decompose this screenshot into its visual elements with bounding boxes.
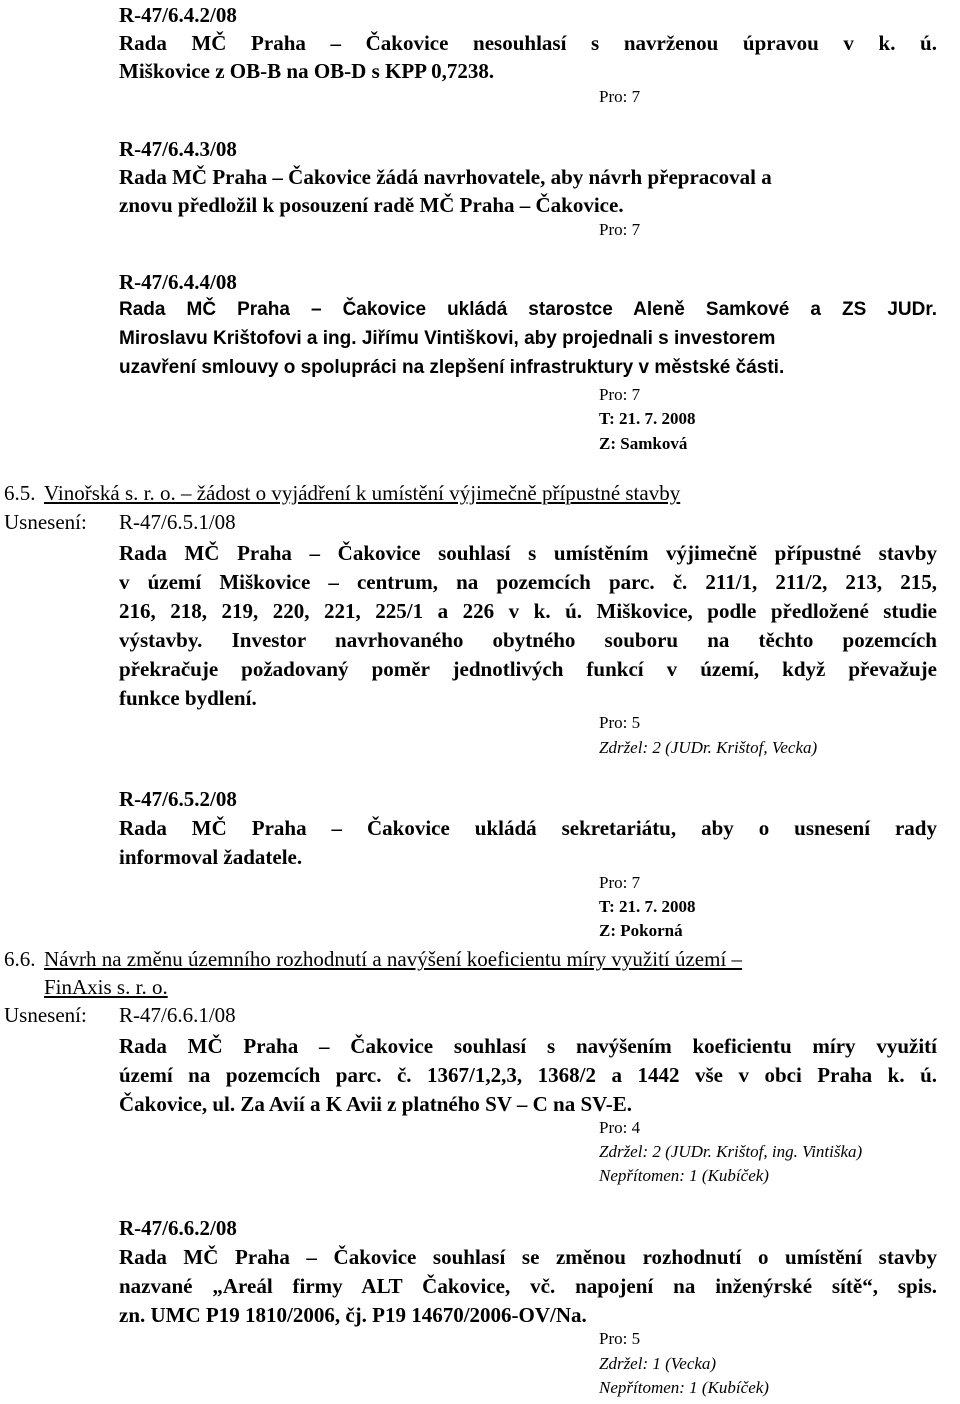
vote-pro: Pro: 5 xyxy=(599,713,641,732)
resolution-text: překračuje požadovaný poměr jednotlivých funkcí v území, když převažuje xyxy=(119,657,937,681)
vote-pro: Pro: 7 xyxy=(599,385,641,404)
section-title: Vinořská s. r. o. – žádost o vyjádření k umístění výjimečně přípustné stavby xyxy=(44,481,681,505)
responsible-person: Z: Pokorná xyxy=(599,921,683,940)
vote-abstain: Zdržel: 2 (JUDr. Krištof, Vecka) xyxy=(599,738,818,757)
resolution-text: v území Miškovice – centrum, na pozemcích parc. č. 211/1, 211/2, 213, 215, xyxy=(119,570,937,594)
vote-abstain: Zdržel: 2 (JUDr. Krištof, ing. Vintiška) xyxy=(599,1142,863,1161)
resolution-id: R-47/6.5.1/08 xyxy=(119,510,236,534)
resolution-text: území na pozemcích parc. č. 1367/1,2,3, 1368/2 a 1442 vše v obci Praha k. ú. xyxy=(119,1063,937,1087)
vote-pro: Pro: 7 xyxy=(599,873,641,892)
resolution-text: Miškovice z OB-B na OB-D s KPP 0,7238. xyxy=(119,59,495,83)
resolution-id: R-47/6.5.2/08 xyxy=(119,787,237,811)
vote-pro: Pro: 7 xyxy=(599,220,641,239)
resolution-text: 216, 218, 219, 220, 221, 225/1 a 226 v k. ú. Miškovice, podle předložené studie xyxy=(119,599,937,623)
resolution-text: informoval žadatele. xyxy=(119,845,303,869)
resolution-id: R-47/6.4.2/08 xyxy=(119,3,237,27)
resolution-text: Rada MČ Praha – Čakovice ukládá sekretariátu, aby o usnesení rady xyxy=(119,816,937,840)
vote-pro: Pro: 7 xyxy=(599,87,641,106)
resolution-text: nazvané „Areál firmy ALT Čakovice, vč. napojení na inženýrské sítě“, spis. xyxy=(119,1274,937,1298)
resolution-text: Miroslavu Krištofovi a ing. Jiřímu Vintiškovi, aby projednali s investorem xyxy=(119,328,776,349)
resolution-text: Rada MČ Praha – Čakovice ukládá starostce Aleně Samkové a ZS JUDr. xyxy=(119,299,937,320)
resolution-id: R-47/6.6.2/08 xyxy=(119,1216,237,1240)
vote-absent: Nepřítomen: 1 (Kubíček) xyxy=(599,1166,769,1185)
usneseni-label: Usnesení: xyxy=(4,1003,87,1027)
vote-pro: Pro: 5 xyxy=(599,1329,641,1348)
resolution-id: R-47/6.6.1/08 xyxy=(119,1003,236,1027)
vote-abstain: Zdržel: 1 (Vecka) xyxy=(599,1354,717,1373)
resolution-text: funkce bydlení. xyxy=(119,686,257,710)
resolution-text: Rada MČ Praha – Čakovice nesouhlasí s navrženou úpravou v k. ú. xyxy=(119,31,937,55)
section-title: FinAxis s. r. o. xyxy=(44,975,168,999)
resolution-text: Rada MČ Praha – Čakovice souhlasí s navýšením koeficientu míry využití xyxy=(119,1034,937,1058)
resolution-text: Rada MČ Praha – Čakovice žádá navrhovatele, aby návrh přepracoval a xyxy=(119,165,772,189)
resolution-text: uzavření smlouvy o spolupráci na zlepšení infrastruktury v městské části. xyxy=(119,357,785,378)
resolution-id: R-47/6.4.4/08 xyxy=(119,270,237,294)
resolution-text: zn. UMC P19 1810/2006, čj. P19 14670/2006-OV/Na. xyxy=(119,1303,587,1327)
resolution-text: výstavby. Investor navrhovaného obytného souboru na těchto pozemcích xyxy=(119,628,937,652)
section-title: Návrh na změnu územního rozhodnutí a navýšení koeficientu míry využití území – xyxy=(44,947,743,971)
section-number: 6.5. xyxy=(4,481,36,505)
responsible-person: Z: Samková xyxy=(599,434,688,453)
vote-pro: Pro: 4 xyxy=(599,1118,641,1137)
usneseni-label: Usnesení: xyxy=(4,510,87,534)
term-date: T: 21. 7. 2008 xyxy=(599,897,696,916)
resolution-text: Rada MČ Praha – Čakovice souhlasí s umístěním výjimečně přípustné stavby xyxy=(119,541,937,565)
resolution-text: znovu předložil k posouzení radě MČ Praha – Čakovice. xyxy=(119,193,624,217)
section-number: 6.6. xyxy=(4,947,36,971)
term-date: T: 21. 7. 2008 xyxy=(599,409,696,428)
vote-absent: Nepřítomen: 1 (Kubíček) xyxy=(599,1378,769,1397)
resolution-text: Čakovice, ul. Za Avií a K Avii z platného SV – C na SV-E. xyxy=(119,1092,633,1116)
resolution-id: R-47/6.4.3/08 xyxy=(119,137,237,161)
resolution-text: Rada MČ Praha – Čakovice souhlasí se změnou rozhodnutí o umístění stavby xyxy=(119,1245,937,1269)
